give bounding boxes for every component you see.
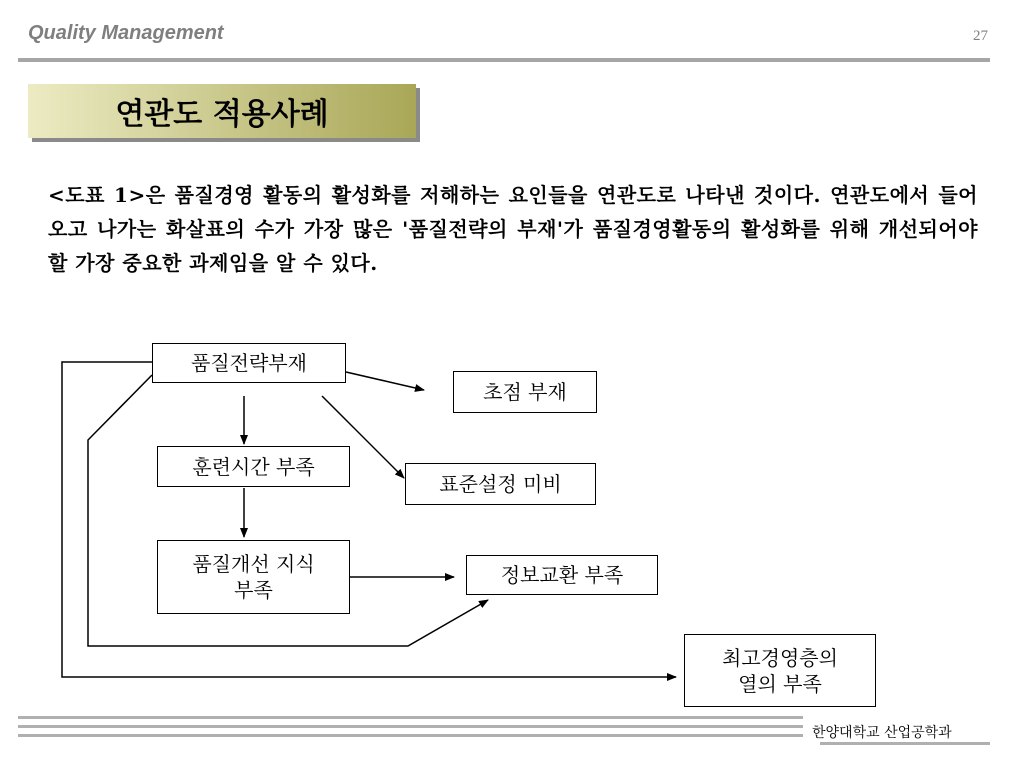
node-standard: 표준설정 미비 [405, 463, 596, 505]
slide-title: 연관도 적용사례 [28, 84, 416, 138]
page-number: 27 [973, 28, 988, 44]
node-focus: 초점 부재 [453, 371, 597, 413]
footer-label: 한양대학교 산업공학과 [812, 725, 952, 741]
node-training: 훈련시간 부족 [157, 446, 350, 487]
footer-lines [18, 716, 803, 743]
node-info: 정보교환 부족 [466, 555, 658, 595]
node-knowledge: 품질개선 지식 부족 [157, 540, 350, 614]
header-title: Quality Management [28, 22, 224, 44]
node-management: 최고경영층의 열의 부족 [684, 634, 876, 707]
node-strategy: 품질전략부재 [152, 343, 346, 383]
body-paragraph: <도표 1>은 품질경영 활동의 활성화를 저해하는 요인들을 연관도로 나타낸 것이다. 연관도에서 들어오고 나가는 화살표의 수가 가장 많은 '품질전략의 부재'가 품질경영활동의 활성화를 위해 개선되어야 할 가장 중요한 과제임을 알 수 있다. [48, 183, 978, 275]
arrow-strategy-to-focus [346, 372, 424, 390]
footer-rule-right [820, 742, 990, 745]
